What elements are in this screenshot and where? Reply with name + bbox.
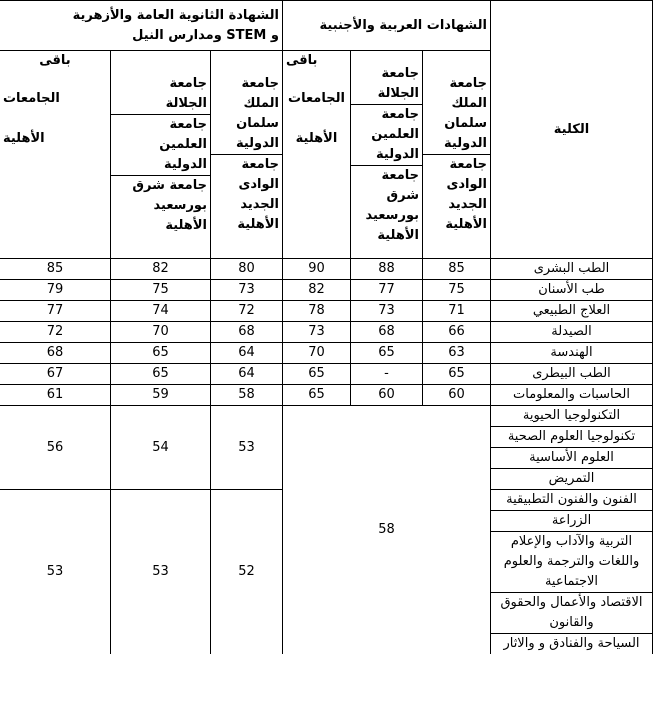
- college-name: الزراعة: [491, 511, 653, 532]
- table-row: [0, 343, 653, 364]
- thanaweya-group-label-line2: و STEM ومدارس النيل: [132, 27, 279, 43]
- af-rest-value: 65: [282, 385, 350, 406]
- af-alamein-label-3: الدولية: [376, 146, 419, 162]
- arab-foreign-group-header: [282, 1, 490, 51]
- th-galala-label-1: جامعة: [169, 75, 207, 91]
- af-shared-value: 58: [282, 406, 490, 655]
- college-name: الفنون والفنون التطبيقية: [491, 490, 653, 511]
- th-galala-label-2: الجلالة: [165, 95, 207, 111]
- af-rest-value: 73: [282, 322, 350, 343]
- thanaweya-group-label-line1: الشهادة الثانوية العامة والأزهرية: [72, 7, 279, 23]
- af-king-value: 60: [423, 385, 491, 406]
- table-row: [0, 280, 653, 301]
- th-portsaid-label-3: الأهلية: [165, 217, 207, 233]
- af-rest-value: 82: [282, 280, 350, 301]
- af-king-label-1: جامعة: [449, 76, 487, 91]
- college-name: السياحة والفنادق و والاثار: [491, 634, 653, 655]
- th-alamein-label-2: العلمين: [159, 136, 207, 152]
- college-name: الطب البشرى: [491, 259, 653, 280]
- th-new-valley-label-2: الوادى: [238, 177, 279, 192]
- th-king-value: 64: [210, 343, 282, 364]
- th-king-label-3: سلمان: [236, 116, 279, 131]
- th-rest-value: 85: [0, 259, 110, 280]
- af-alamein-label-1: جامعة: [381, 106, 419, 122]
- table-row: [0, 301, 653, 322]
- af-new-valley-label-4: الأهلية: [445, 217, 487, 232]
- th-new-valley-label-1: جامعة: [241, 157, 279, 172]
- af-galala-label-2: الجلالة: [377, 85, 419, 101]
- thanaweya-group-header: [0, 1, 282, 51]
- th-galala-value: 65: [110, 364, 210, 385]
- college-name: التكنولوجيا الحيوية: [491, 406, 653, 427]
- college-name: التمريض: [491, 469, 653, 490]
- th-galala-value: 74: [110, 301, 210, 322]
- af-rest-label-1: باقى: [285, 53, 318, 68]
- th-rest-value: 67: [0, 364, 110, 385]
- college-column-header: [491, 1, 653, 259]
- af-new-valley-label-2: الوادى: [446, 177, 487, 192]
- th-king-label-1: جامعة: [241, 76, 279, 91]
- af-king-value: 66: [423, 322, 491, 343]
- th-rest-value: 77: [0, 301, 110, 322]
- th-galala-value: 82: [110, 259, 210, 280]
- th-portsaid-label-1: جامعة شرق: [132, 177, 207, 193]
- af-king-value: 63: [423, 343, 491, 364]
- af-king-salman-new-valley-header: [423, 51, 491, 259]
- th-galala-value: 70: [110, 322, 210, 343]
- af-rest-value: 90: [282, 259, 350, 280]
- th-king-label-2: الملك: [243, 96, 279, 111]
- th-portsaid-label-2: بورسعيد: [153, 197, 207, 213]
- th-rest-value: 61: [0, 385, 110, 406]
- af-king-value: 65: [423, 364, 491, 385]
- group-b-th-galala-value: 53: [110, 490, 210, 655]
- af-portsaid-label-3: بورسعيد: [365, 207, 419, 223]
- th-rest-label-2: الجامعات: [2, 91, 60, 106]
- th-king-salman-new-valley-header: [210, 51, 282, 259]
- af-alamein-label-2: العلمين: [371, 126, 419, 142]
- college-name: الحاسبات والمعلومات: [491, 385, 653, 406]
- af-king-value: 75: [423, 280, 491, 301]
- th-new-valley-label-3: الجديد: [240, 197, 279, 212]
- college-name: الهندسة: [491, 343, 653, 364]
- table-row: [0, 259, 653, 280]
- af-king-label-3: سلمان: [444, 116, 487, 131]
- af-portsaid-label-2: شرق: [386, 187, 419, 203]
- af-galala-label-1: جامعة: [381, 65, 419, 81]
- th-rest-label-1: باقى: [39, 53, 71, 68]
- th-king-value: 68: [210, 322, 282, 343]
- table-row: [0, 364, 653, 385]
- th-king-value: 72: [210, 301, 282, 322]
- group-a-th-galala-value: 54: [110, 406, 210, 490]
- college-header-label: الكلية: [553, 121, 590, 137]
- af-galala-value: 60: [351, 385, 423, 406]
- af-king-label-4: الدولية: [444, 136, 487, 151]
- college-name: العلوم الأساسية: [491, 448, 653, 469]
- arab-foreign-group-label: الشهادات العربية والأجنبية: [319, 17, 487, 33]
- th-rest-value: 68: [0, 343, 110, 364]
- th-galala-value: 65: [110, 343, 210, 364]
- af-king-label-2: الملك: [451, 96, 487, 111]
- th-galala-value: 75: [110, 280, 210, 301]
- group-a-th-rest-value: 56: [0, 406, 110, 490]
- group-a-th-king-value: 53: [210, 406, 282, 490]
- th-new-valley-label-4: الأهلية: [237, 217, 279, 232]
- th-king-value: 80: [210, 259, 282, 280]
- af-galala-value: 65: [351, 343, 423, 364]
- college-name: الطب البيطرى: [491, 364, 653, 385]
- af-king-value: 85: [423, 259, 491, 280]
- af-rest-value: 78: [282, 301, 350, 322]
- th-alamein-label-1: جامعة: [169, 116, 207, 132]
- af-new-valley-label-1: جامعة: [449, 157, 487, 172]
- af-galala-value: -: [351, 364, 423, 385]
- college-name: تكنولوجيا العلوم الصحية: [491, 427, 653, 448]
- af-galala-value: 88: [351, 259, 423, 280]
- th-new-valley-divider: [211, 154, 282, 235]
- af-rest-label-3: الأهلية: [295, 131, 338, 146]
- th-king-value: 64: [210, 364, 282, 385]
- th-galala-alamein-portsaid-header: [110, 51, 210, 259]
- af-galala-value: 77: [351, 280, 423, 301]
- th-rest-label-3: الأهلية: [2, 131, 45, 146]
- college-name: التربية والآداب والإعلام واللغات والترجمة والعلوم الاجتماعية: [491, 532, 653, 593]
- th-galala-value: 59: [110, 385, 210, 406]
- college-name: الصيدلة: [491, 322, 653, 343]
- college-name: الاقتصاد والأعمال والحقوق والقانون: [491, 593, 653, 634]
- table-row: [0, 385, 653, 406]
- af-king-value: 71: [423, 301, 491, 322]
- af-galala-value: 68: [351, 322, 423, 343]
- group-b-th-rest-value: 53: [0, 490, 110, 655]
- table-row: [0, 406, 653, 427]
- th-rest-value: 79: [0, 280, 110, 301]
- af-rest-header: [282, 51, 350, 259]
- af-new-valley-label-3: الجديد: [448, 197, 487, 212]
- th-king-value: 58: [210, 385, 282, 406]
- th-rest-value: 72: [0, 322, 110, 343]
- th-rest-header: [0, 51, 110, 259]
- college-name: طب الأسنان: [491, 280, 653, 301]
- af-new-valley-divider: [423, 154, 490, 235]
- af-rest-label-2: الجامعات: [288, 91, 345, 106]
- af-galala-alamein-portsaid-header: [351, 51, 423, 259]
- af-rest-value: 65: [282, 364, 350, 385]
- th-alamein-label-3: الدولية: [163, 156, 207, 172]
- th-king-label-4: الدولية: [235, 136, 279, 151]
- af-portsaid-label-1: جامعة: [381, 167, 419, 183]
- group-b-th-king-value: 52: [210, 490, 282, 655]
- college-name: العلاج الطبيعي: [491, 301, 653, 322]
- af-portsaid-label-4: الأهلية: [377, 227, 419, 243]
- th-portsaid-divider: [111, 175, 210, 236]
- table-row: [0, 322, 653, 343]
- af-portsaid-divider: [351, 165, 422, 246]
- af-rest-value: 70: [282, 343, 350, 364]
- af-alamein-divider: [351, 104, 422, 165]
- th-king-value: 73: [210, 280, 282, 301]
- th-alamein-divider: [111, 114, 210, 175]
- af-galala-value: 73: [351, 301, 423, 322]
